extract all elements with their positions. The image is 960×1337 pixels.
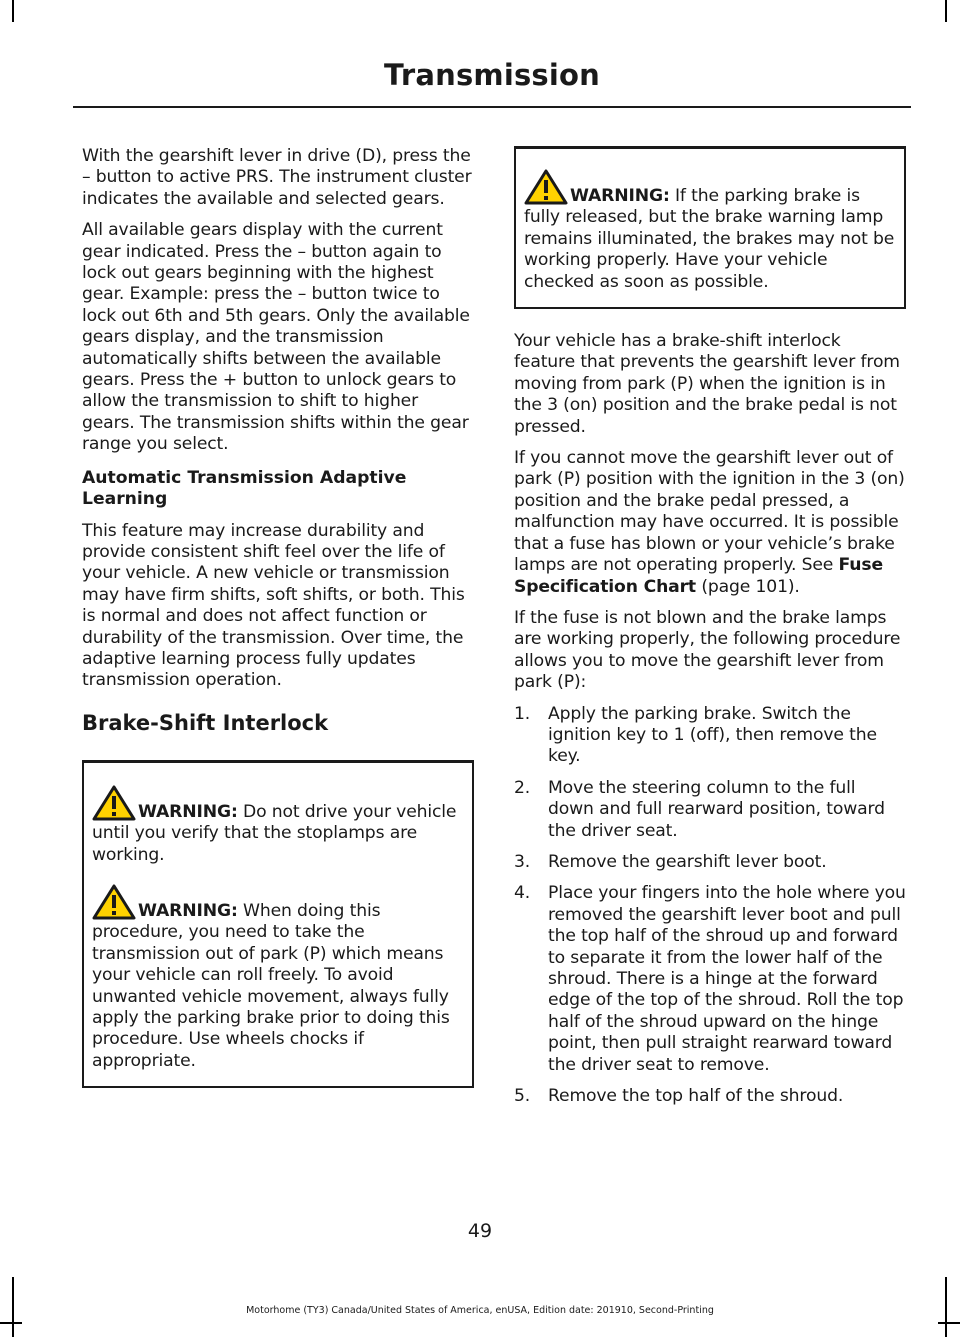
footer-text: Motorhome (TY3) Canada/United States of America, enUSA, Edition date: 201910, Second-Printing	[246, 1305, 714, 1316]
warning-label: WARNING:	[138, 801, 238, 822]
cross-reference-link[interactable]: Fuse Specification Chart	[514, 555, 883, 597]
step-text: Remove the gearshift lever boot.	[548, 851, 827, 872]
procedure-steps	[514, 704, 906, 1108]
warning-text: When doing this procedure, you need to take the transmission out of park (P) which means your vehicle can roll freely. To avoid unwanted vehicle movement, always fully apply the parking brake prior to doing this procedure. Use wheels chocks if appropriate.	[92, 900, 450, 1071]
subheading: Automatic Transmission Adaptive Learning	[82, 467, 407, 510]
step-text: Place your fingers into the hole where you removed the gearshift lever boot and pull the top half of the shroud up and forward to separate it from the lower half of the shroud. There is a hinge at the forward edge of the top of the shroud. Roll the top half of the shroud upward on the hinge point, then pull straight rearward toward the driver seat to remove.	[548, 883, 906, 1075]
right-column	[514, 146, 906, 1117]
left-column	[82, 146, 474, 1088]
header-rule	[73, 106, 911, 108]
crop-mark	[945, 0, 947, 22]
warning-paragraph	[92, 884, 464, 1072]
page-reference: (page 101).	[696, 576, 800, 597]
page-number: 49	[467, 1220, 493, 1242]
paragraph: All available gears display with the current gear indicated. Press the – button again to lock out gears beginning with the highest gear. Example: press the – button twice to lock out 6th and 5th gears. Only the available gears display, and the transmission automatically shifts between the available gears. Press the + button to unlock gears to allow the transmission to shift to higher gears. The transmission shifts within the gear range you select.	[82, 220, 470, 455]
warning-text: Do not drive your vehicle until you verify that the stoplamps are working.	[92, 801, 457, 865]
paragraph: Your vehicle has a brake-shift interlock feature that prevents the gearshift lever from moving from park (P) when the ignition is in the 3 (on) position and the brake pedal is not pressed.	[514, 331, 900, 437]
section-heading: Brake-Shift Interlock	[82, 710, 329, 735]
step-number: 5.	[514, 1086, 531, 1107]
step-number: 2.	[514, 777, 531, 798]
step-number: 4.	[514, 883, 531, 904]
warning-text: If the parking brake is fully released, but the brake warning lamp remains illuminated, the brakes may not be working properly. Have your vehicle checked as soon as possible.	[524, 186, 895, 292]
paragraph: If the fuse is not blown and the brake lamps are working properly, the following procedure allows you to move the gearshift lever from park (P):	[514, 607, 901, 693]
crop-mark	[0, 1322, 22, 1324]
paragraph: This feature may increase durability and provide consistent shift feel over the life of your vehicle. A new vehicle or transmission may have firm shifts, soft shifts, or both. This is normal and does not affect function or durability of the transmission. Over time, the adaptive learning process fully updates transmission operation.	[82, 520, 465, 691]
crop-mark	[12, 0, 14, 22]
step-text: Apply the parking brake. Switch the ignition key to 1 (off), then remove the key.	[548, 703, 877, 767]
list-item	[514, 778, 906, 842]
warning-triangle-icon	[92, 785, 136, 821]
step-number: 3.	[514, 851, 531, 872]
warning-triangle-icon	[92, 884, 136, 920]
warning-paragraph	[524, 169, 896, 293]
warning-box	[514, 146, 906, 309]
warning-label: WARNING:	[570, 186, 670, 206]
step-number: 1.	[514, 703, 531, 724]
list-item	[514, 883, 906, 1076]
paragraph: With the gearshift lever in drive (D), press the – button to active PRS. The instrument cluster indicates the available and selected gears.	[82, 146, 472, 209]
warning-box	[82, 760, 474, 1088]
warning-label: WARNING:	[138, 900, 238, 921]
list-item	[514, 704, 906, 768]
paragraph-text: If you cannot move the gearshift lever out of park (P) position with the ignition in the 3 (on) position and the brake pedal pressed, a malfunction may have occurred. It is possible that a fuse has blown or your vehicle’s brake lamps are not operating properly. See	[514, 448, 905, 576]
step-text: Remove the top half of the shroud.	[548, 1086, 844, 1107]
step-text: Move the steering column to the full down and full rearward position, toward the driver seat.	[548, 777, 885, 841]
list-item	[514, 1086, 906, 1107]
warning-paragraph	[92, 785, 464, 866]
paragraph	[514, 448, 906, 598]
list-item	[514, 852, 906, 873]
crop-mark	[938, 1322, 960, 1324]
warning-triangle-icon	[524, 169, 568, 205]
page-title: Transmission	[384, 58, 600, 92]
